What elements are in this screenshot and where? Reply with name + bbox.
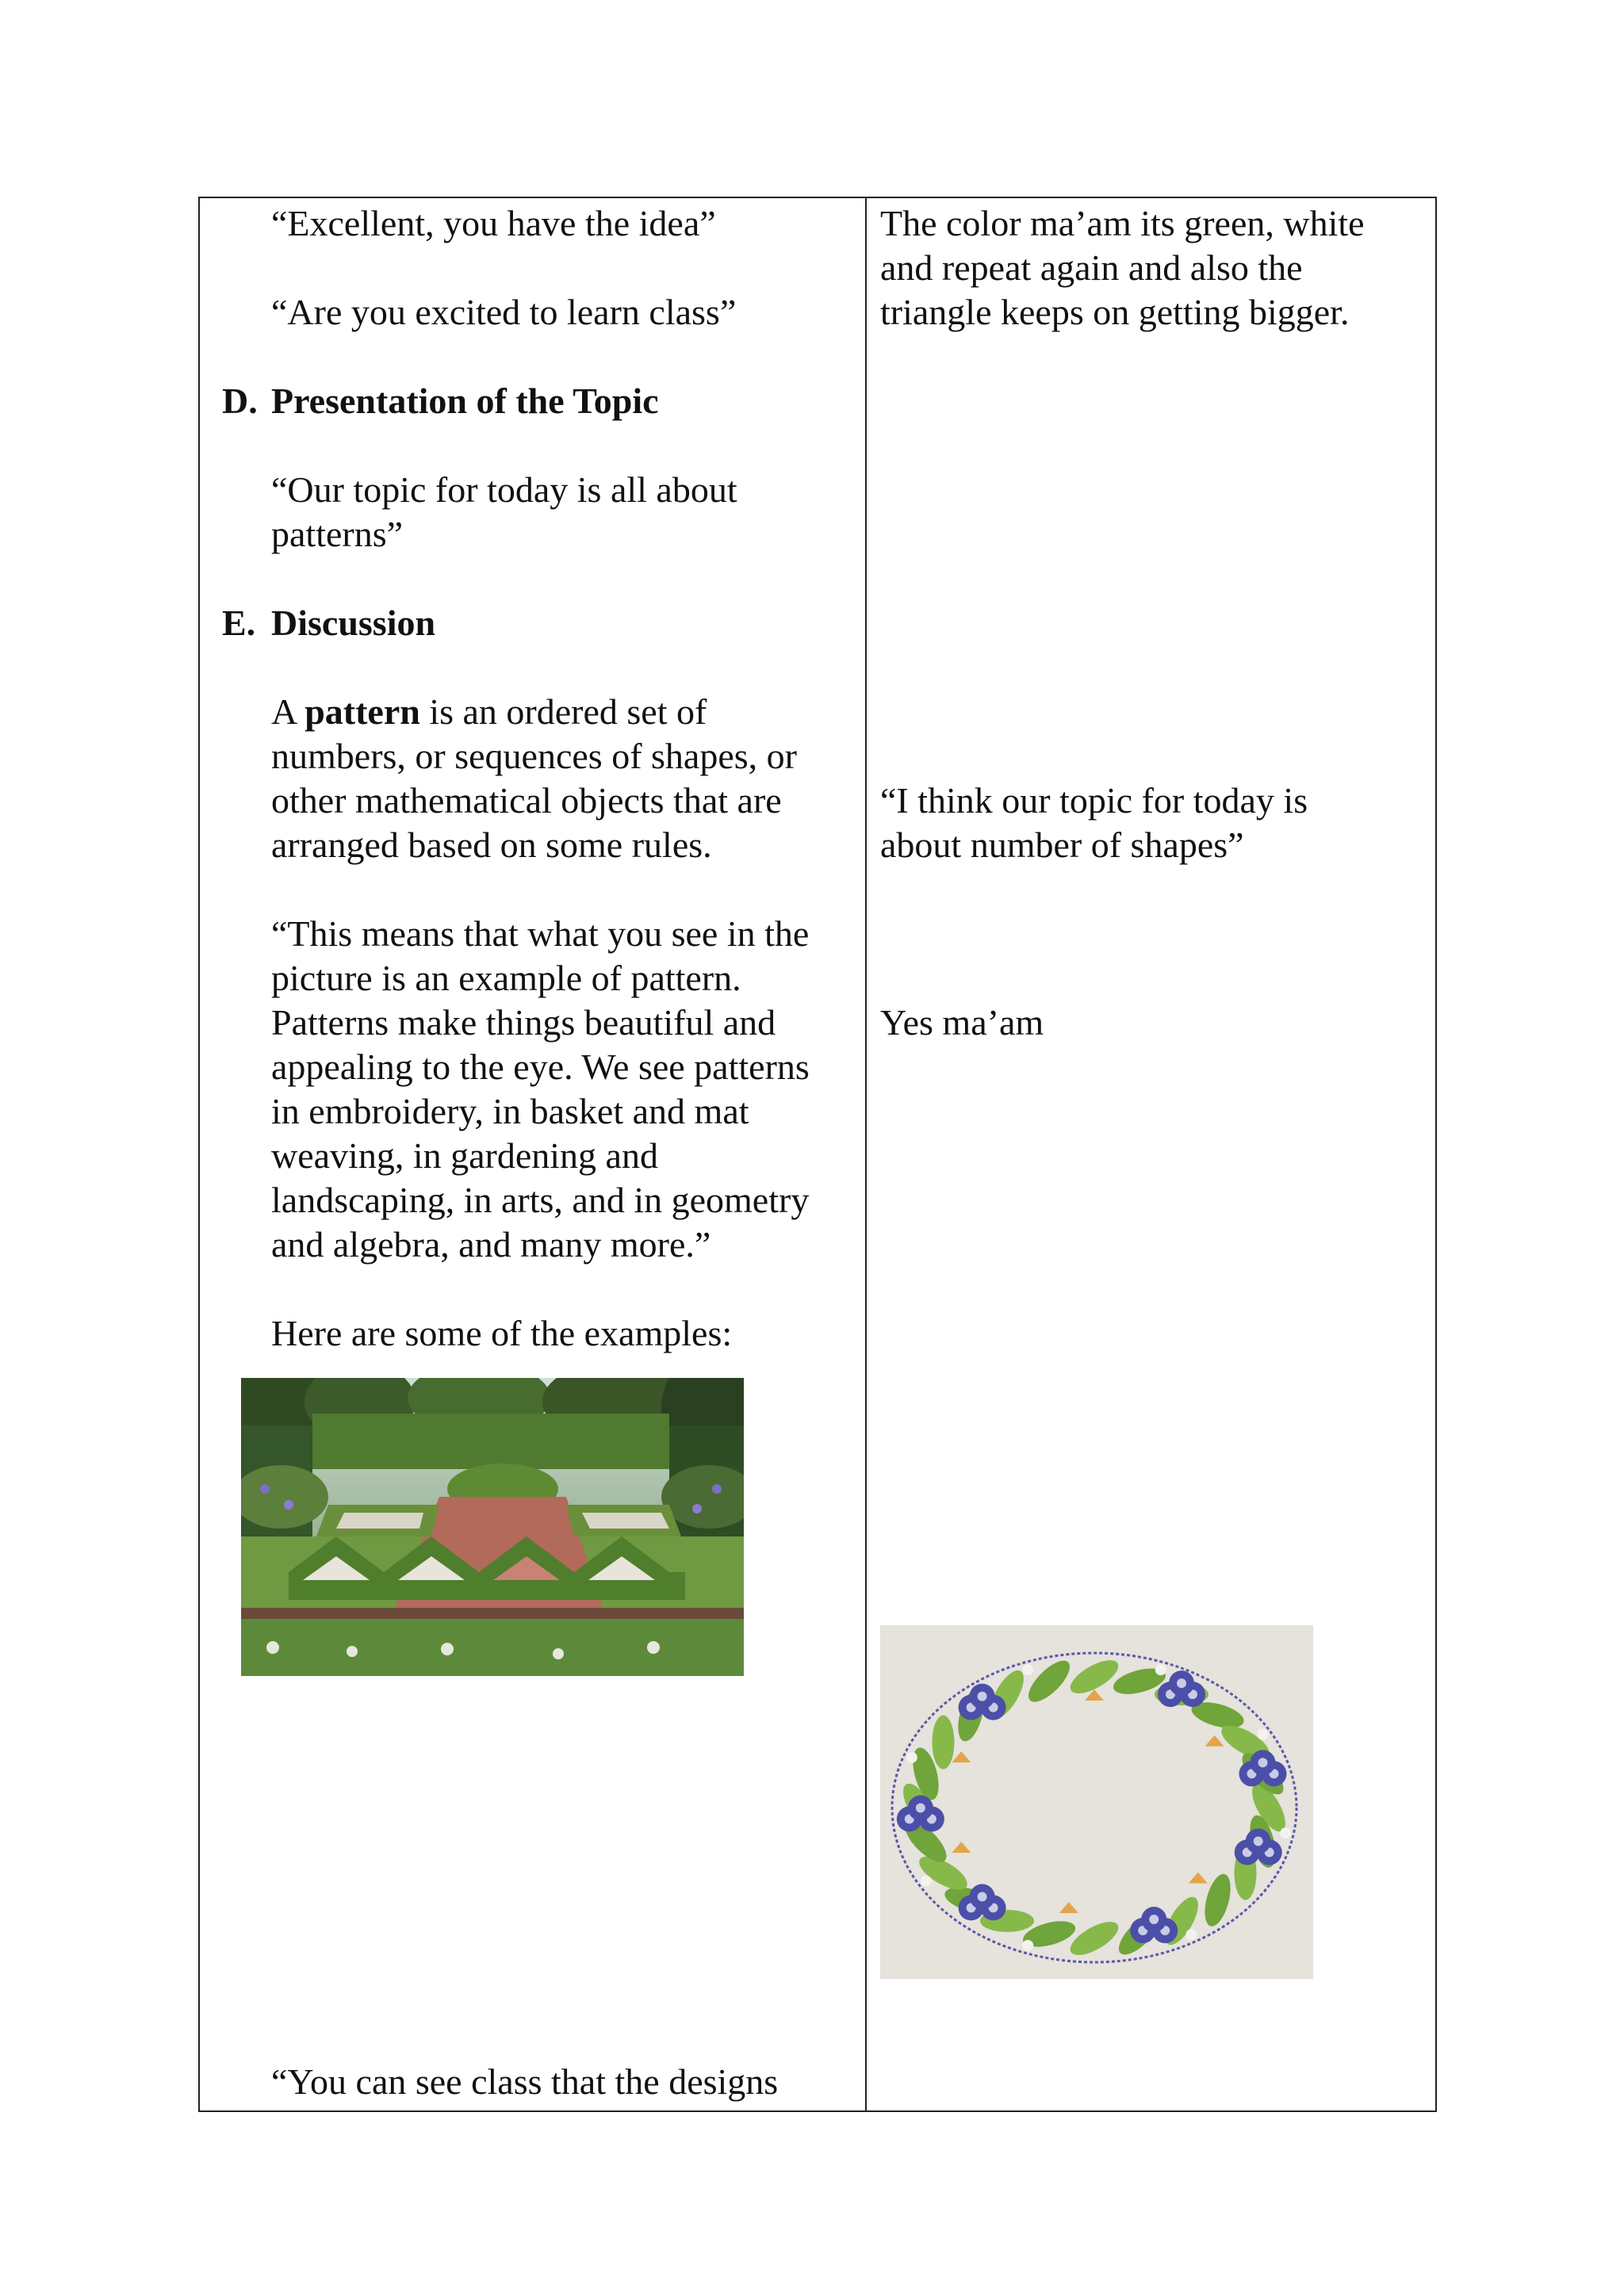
student-answer-line-1: The color ma’am its green, white [880,203,1365,243]
topic-line-2: patterns” [271,514,404,554]
definition-term: pattern [304,691,420,732]
section-d-heading: Presentation of the Topic [271,381,659,421]
student-answer-line-3: triangle keeps on getting bigger. [880,292,1350,332]
explanation-line-3: Patterns make things beautiful and [271,1002,776,1043]
definition-line-2: numbers, or sequences of shapes, or [271,736,797,776]
explanation-line-6: weaving, in gardening and [271,1135,658,1176]
examples-intro: Here are some of the examples: [271,1313,733,1353]
teacher-line-excited: “Are you excited to learn class” [271,292,737,332]
teacher-line-excellent: “Excellent, you have the idea” [271,203,716,243]
explanation-line-4: appealing to the eye. We see patterns [271,1047,810,1087]
section-e-heading: Discussion [271,603,436,643]
student-answer-line-2: and repeat again and also the [880,247,1303,288]
garden-pattern-image [241,1378,744,1676]
definition-article: A [271,691,296,732]
student-guess-line-2: about number of shapes” [880,825,1244,865]
definition-line-4: arranged based on some rules. [271,825,712,865]
section-d-letter: D. [222,381,258,421]
definition-line-3: other mathematical objects that are [271,780,782,821]
explanation-line-8: and algebra, and many more.” [271,1224,711,1265]
student-yes: Yes ma’am [880,1002,1044,1043]
definition-line-1 [271,690,707,734]
definition-rest: is an ordered set of [429,691,707,732]
explanation-line-7: landscaping, in arts, and in geometry [271,1180,810,1220]
embroidery-wreath-image [880,1625,1313,1979]
student-guess-line-1: “I think our topic for today is [880,780,1308,821]
designs-line: “You can see class that the designs [271,2061,779,2102]
explanation-line-5: in embroidery, in basket and mat [271,1091,749,1131]
explanation-line-2: picture is an example of pattern. [271,958,741,998]
column-divider [865,198,867,2110]
section-e-letter: E. [222,603,256,643]
topic-line-1: “Our topic for today is all about [271,469,737,510]
explanation-line-1: “This means that what you see in the [271,913,810,954]
